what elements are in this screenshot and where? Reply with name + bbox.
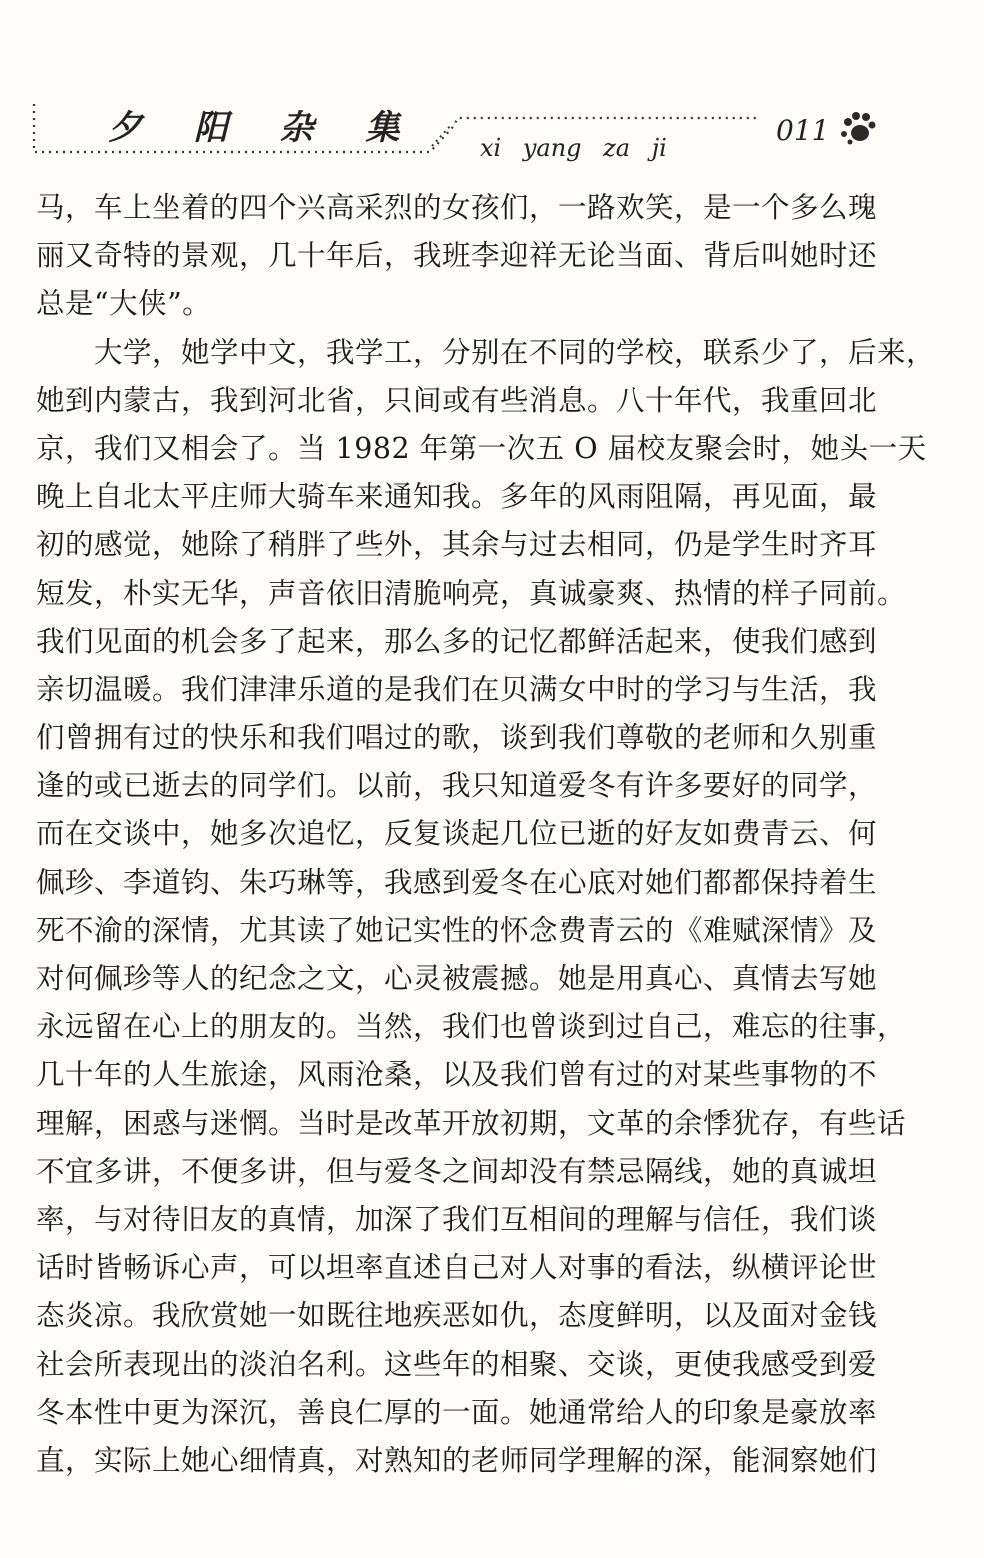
text-line: 死不渝的深情，尤其读了她记实性的怀念费青云的《难赋深情》及 xyxy=(36,913,878,947)
text-line: 理解，困惑与迷惘。当时是改革开放初期，文革的余悸犹存，有些话 xyxy=(36,1106,907,1140)
text-line: 京，我们又相会了。当 1982 年第一次五 O 届校友聚会时，她头一天 xyxy=(36,431,927,465)
text-line: 马，车上坐着的四个兴高采烈的女孩们，一路欢笑，是一个多么瑰 xyxy=(36,191,878,224)
text-line: 不宜多讲，不便多讲，但与爱冬之间却没有禁忌隔线，她的真诚坦 xyxy=(36,1154,878,1188)
text-line: 几十年的人生旅途，风雨沧桑，以及我们曾有过的对某些事物的不 xyxy=(36,1058,878,1092)
text-line: 大学，她学中文，我学工，分别在不同的学校，联系少了，后来， xyxy=(94,335,936,369)
running-title: 夕 阳 杂 集 xyxy=(108,108,420,148)
text-line: 她到内蒙古，我到河北省，只间或有些消息。八十年代，我重回北 xyxy=(36,383,878,417)
text-line: 丽又奇特的景观，几十年后，我班李迎祥无论当面、背后叫她时还 xyxy=(36,239,878,273)
paw-print-icon xyxy=(838,108,878,148)
text-line: 短发，朴实无华，声音依旧清脆响亮，真诚豪爽、热情的样子同前。 xyxy=(36,576,907,610)
text-line: 直，实际上她心细情真，对熟知的老师同学理解的深，能洞察她们 xyxy=(36,1443,878,1477)
text-line: 社会所表现出的淡泊名利。这些年的相聚、交谈，更使我感受到爱 xyxy=(36,1347,878,1381)
text-line: 晚上自北太平庄师大骑车来通知我。多年的风雨阻隔，再见面，最 xyxy=(36,480,878,514)
text-line: 总是“大侠”。 xyxy=(36,287,212,321)
text-line: 话时皆畅诉心声，可以坦率直述自己对人对事的看法，纵横评论世 xyxy=(36,1251,878,1285)
text-line: 初的感觉，她除了稍胖了些外，其余与过去相同，仍是学生时齐耳 xyxy=(36,528,878,562)
text-line: 而在交谈中，她多次追忆，反复谈起几位已逝的好友如费青云、何 xyxy=(36,817,878,851)
text-line: 对何佩珍等人的纪念之文，心灵被震撼。她是用真心、真情去写她 xyxy=(36,962,878,995)
text-line: 态炎凉。我欣赏她一如既往地疾恶如仇，态度鲜明，以及面对金钱 xyxy=(36,1299,878,1333)
running-title-pinyin: xi yang za ji xyxy=(480,134,667,162)
text-line: 冬本性中更为深沉，善良仁厚的一面。她通常给人的印象是豪放率 xyxy=(36,1395,878,1429)
text-line: 我们见面的机会多了起来，那么多的记忆都鲜活起来，使我们感到 xyxy=(36,624,878,658)
text-line: 亲切温暖。我们津津乐道的是我们在贝满女中时的学习与生活，我 xyxy=(36,672,878,706)
text-line: 们曾拥有过的快乐和我们唱过的歌，谈到我们尊敬的老师和久别重 xyxy=(36,721,878,755)
page-number: 011 xyxy=(776,114,830,147)
text-line: 永远留在心上的朋友的。当然，我们也曾谈到过自己，难忘的往事， xyxy=(36,1010,907,1044)
text-line: 佩珍、李道钧、朱巧琳等，我感到爱冬在心底对她们都都保持着生 xyxy=(36,865,878,899)
text-line: 逢的或已逝去的同学们。以前，我只知道爱冬有许多要好的同学， xyxy=(36,769,878,803)
body-text xyxy=(36,184,936,1485)
text-line: 率，与对待旧友的真情，加深了我们互相间的理解与信任，我们谈 xyxy=(36,1202,878,1236)
running-header xyxy=(0,0,984,180)
